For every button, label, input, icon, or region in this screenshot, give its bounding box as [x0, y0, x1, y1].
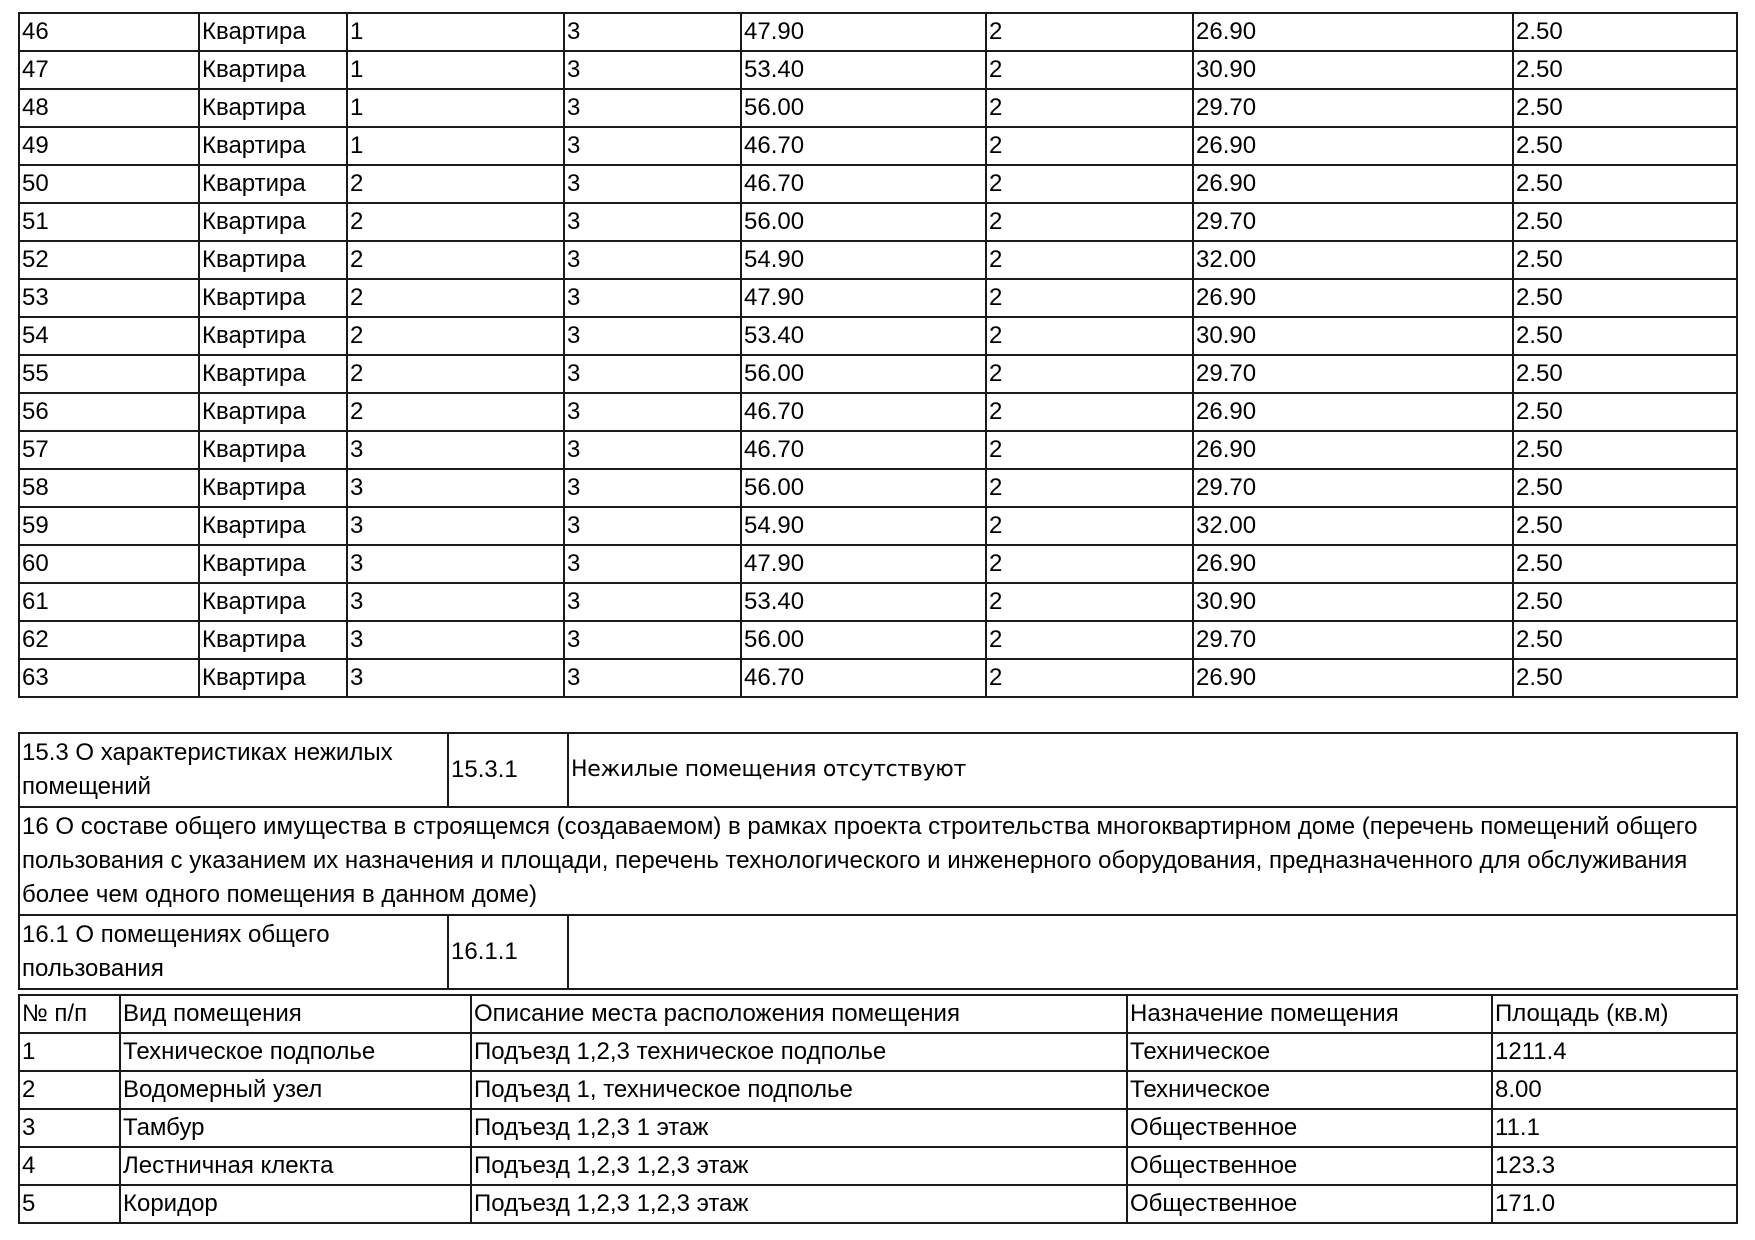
living-area-cell: 26.90 — [1193, 431, 1513, 469]
apartment-row — [19, 203, 1737, 241]
entrance-cell: 2 — [347, 241, 564, 279]
number-cell: 1 — [19, 1033, 120, 1071]
total-area-cell: 46.70 — [741, 431, 986, 469]
premise-type-cell: Квартира — [199, 393, 347, 431]
total-area-cell: 54.90 — [741, 507, 986, 545]
total-area-cell: 46.70 — [741, 165, 986, 203]
header-location: Описание места расположения помещения — [471, 995, 1127, 1033]
section-16-1-value — [568, 915, 1737, 989]
ceiling-height-cell: 2.50 — [1513, 621, 1737, 659]
living-area-cell: 26.90 — [1193, 13, 1513, 51]
ceiling-height-cell: 2.50 — [1513, 317, 1737, 355]
apartment-row — [19, 127, 1737, 165]
ceiling-height-cell: 2.50 — [1513, 469, 1737, 507]
apartments-table-body — [19, 13, 1737, 697]
premise-type-cell: Квартира — [199, 545, 347, 583]
common-premises-table — [18, 994, 1738, 1224]
apartment-number-cell: 58 — [19, 469, 199, 507]
section-16-text: 16 О составе общего имущества в строящемся (создаваемом) в рамках проекта строительства многоквартирном доме (перечень помещений общего пользования с указанием их назначения и площади, перечень технологического и инженерного оборудования, предназначенного для обслуживания более чем одного помещения в данном доме) — [19, 807, 1737, 915]
total-area-cell: 56.00 — [741, 621, 986, 659]
premise-type-cell: Водомерный узел — [120, 1071, 471, 1109]
total-area-cell: 46.70 — [741, 127, 986, 165]
rooms-count-cell: 2 — [986, 583, 1193, 621]
premise-type-cell: Квартира — [199, 51, 347, 89]
common-premises-body — [19, 1033, 1737, 1223]
rooms-count-cell: 2 — [986, 317, 1193, 355]
apartment-number-cell: 62 — [19, 621, 199, 659]
living-area-cell: 26.90 — [1193, 393, 1513, 431]
floor-cell: 3 — [564, 469, 741, 507]
living-area-cell: 26.90 — [1193, 545, 1513, 583]
total-area-cell: 46.70 — [741, 659, 986, 697]
apartment-number-cell: 50 — [19, 165, 199, 203]
location-cell: Подъезд 1,2,3 1 этаж — [471, 1109, 1127, 1147]
location-cell: Подъезд 1,2,3 техническое подполье — [471, 1033, 1127, 1071]
floor-cell: 3 — [564, 89, 741, 127]
rooms-count-cell: 2 — [986, 431, 1193, 469]
header-area: Площадь (кв.м) — [1492, 995, 1737, 1033]
apartments-table — [18, 12, 1738, 698]
premise-type-cell: Лестничная клекта — [120, 1147, 471, 1185]
ceiling-height-cell: 2.50 — [1513, 545, 1737, 583]
section-16-1-row — [19, 915, 1737, 989]
floor-cell: 3 — [564, 355, 741, 393]
ceiling-height-cell: 2.50 — [1513, 583, 1737, 621]
apartment-number-cell: 60 — [19, 545, 199, 583]
purpose-cell: Техническое — [1127, 1033, 1492, 1071]
entrance-cell: 1 — [347, 51, 564, 89]
apartment-row — [19, 89, 1737, 127]
total-area-cell: 53.40 — [741, 51, 986, 89]
apartment-number-cell: 53 — [19, 279, 199, 317]
total-area-cell: 56.00 — [741, 469, 986, 507]
premise-type-cell: Квартира — [199, 279, 347, 317]
ceiling-height-cell: 2.50 — [1513, 659, 1737, 697]
rooms-count-cell: 2 — [986, 13, 1193, 51]
entrance-cell: 2 — [347, 203, 564, 241]
floor-cell: 3 — [564, 545, 741, 583]
apartment-row — [19, 659, 1737, 697]
living-area-cell: 30.90 — [1193, 583, 1513, 621]
apartment-number-cell: 54 — [19, 317, 199, 355]
apartment-number-cell: 46 — [19, 13, 199, 51]
header-number: № п/п — [19, 995, 120, 1033]
floor-cell: 3 — [564, 583, 741, 621]
entrance-cell: 1 — [347, 13, 564, 51]
floor-cell: 3 — [564, 431, 741, 469]
rooms-count-cell: 2 — [986, 621, 1193, 659]
premise-type-cell: Квартира — [199, 431, 347, 469]
purpose-cell: Общественное — [1127, 1185, 1492, 1223]
ceiling-height-cell: 2.50 — [1513, 241, 1737, 279]
ceiling-height-cell: 2.50 — [1513, 203, 1737, 241]
apartment-number-cell: 47 — [19, 51, 199, 89]
living-area-cell: 29.70 — [1193, 355, 1513, 393]
apartment-row — [19, 355, 1737, 393]
entrance-cell: 3 — [347, 431, 564, 469]
total-area-cell: 56.00 — [741, 355, 986, 393]
ceiling-height-cell: 2.50 — [1513, 279, 1737, 317]
section-15-3-label: 15.3 О характеристиках нежилых помещений — [19, 733, 448, 807]
living-area-cell: 26.90 — [1193, 279, 1513, 317]
entrance-cell: 3 — [347, 583, 564, 621]
rooms-count-cell: 2 — [986, 659, 1193, 697]
ceiling-height-cell: 2.50 — [1513, 507, 1737, 545]
purpose-cell: Общественное — [1127, 1109, 1492, 1147]
entrance-cell: 3 — [347, 469, 564, 507]
area-cell: 1211.4 — [1492, 1033, 1737, 1071]
apartment-number-cell: 52 — [19, 241, 199, 279]
number-cell: 3 — [19, 1109, 120, 1147]
floor-cell: 3 — [564, 13, 741, 51]
rooms-count-cell: 2 — [986, 165, 1193, 203]
floor-cell: 3 — [564, 659, 741, 697]
total-area-cell: 47.90 — [741, 545, 986, 583]
rooms-count-cell: 2 — [986, 545, 1193, 583]
premise-type-cell: Квартира — [199, 165, 347, 203]
floor-cell: 3 — [564, 393, 741, 431]
apartment-number-cell: 61 — [19, 583, 199, 621]
total-area-cell: 56.00 — [741, 203, 986, 241]
section-15-3-value: Нежилые помещения отсутствуют — [568, 733, 1737, 807]
ceiling-height-cell: 2.50 — [1513, 393, 1737, 431]
number-cell: 4 — [19, 1147, 120, 1185]
header-purpose: Назначение помещения — [1127, 995, 1492, 1033]
entrance-cell: 2 — [347, 393, 564, 431]
rooms-count-cell: 2 — [986, 507, 1193, 545]
apartment-number-cell: 57 — [19, 431, 199, 469]
section-16-1-label: 16.1 О помещениях общего пользования — [19, 915, 448, 989]
apartment-row — [19, 545, 1737, 583]
entrance-cell: 2 — [347, 279, 564, 317]
rooms-count-cell: 2 — [986, 127, 1193, 165]
common-premise-row — [19, 1185, 1737, 1223]
floor-cell: 3 — [564, 279, 741, 317]
living-area-cell: 29.70 — [1193, 621, 1513, 659]
location-cell: Подъезд 1,2,3 1,2,3 этаж — [471, 1147, 1127, 1185]
living-area-cell: 26.90 — [1193, 659, 1513, 697]
living-area-cell: 26.90 — [1193, 127, 1513, 165]
living-area-cell: 30.90 — [1193, 51, 1513, 89]
header-premise-type: Вид помещения — [120, 995, 471, 1033]
rooms-count-cell: 2 — [986, 241, 1193, 279]
sections-table — [18, 732, 1738, 990]
premise-type-cell: Квартира — [199, 241, 347, 279]
floor-cell: 3 — [564, 507, 741, 545]
floor-cell: 3 — [564, 165, 741, 203]
premise-type-cell: Квартира — [199, 583, 347, 621]
apartment-number-cell: 48 — [19, 89, 199, 127]
apartment-row — [19, 469, 1737, 507]
apartment-row — [19, 241, 1737, 279]
area-cell: 11.1 — [1492, 1109, 1737, 1147]
total-area-cell: 47.90 — [741, 13, 986, 51]
section-16-1-code: 16.1.1 — [448, 915, 568, 989]
premise-type-cell: Квартира — [199, 469, 347, 507]
number-cell: 2 — [19, 1071, 120, 1109]
common-premise-row — [19, 1147, 1737, 1185]
ceiling-height-cell: 2.50 — [1513, 51, 1737, 89]
floor-cell: 3 — [564, 127, 741, 165]
premise-type-cell: Квартира — [199, 355, 347, 393]
floor-cell: 3 — [564, 203, 741, 241]
premise-type-cell: Квартира — [199, 13, 347, 51]
premise-type-cell: Квартира — [199, 127, 347, 165]
entrance-cell: 2 — [347, 355, 564, 393]
ceiling-height-cell: 2.50 — [1513, 127, 1737, 165]
premise-type-cell: Квартира — [199, 621, 347, 659]
purpose-cell: Общественное — [1127, 1147, 1492, 1185]
apartment-row — [19, 393, 1737, 431]
apartment-row — [19, 165, 1737, 203]
apartment-row — [19, 13, 1737, 51]
apartment-number-cell: 59 — [19, 507, 199, 545]
living-area-cell: 29.70 — [1193, 89, 1513, 127]
apartment-number-cell: 56 — [19, 393, 199, 431]
rooms-count-cell: 2 — [986, 51, 1193, 89]
living-area-cell: 29.70 — [1193, 203, 1513, 241]
living-area-cell: 29.70 — [1193, 469, 1513, 507]
premise-type-cell: Техническое подполье — [120, 1033, 471, 1071]
common-premise-row — [19, 1109, 1737, 1147]
total-area-cell: 47.90 — [741, 279, 986, 317]
rooms-count-cell: 2 — [986, 89, 1193, 127]
apartment-number-cell: 63 — [19, 659, 199, 697]
premise-type-cell: Квартира — [199, 89, 347, 127]
floor-cell: 3 — [564, 621, 741, 659]
entrance-cell: 3 — [347, 545, 564, 583]
living-area-cell: 26.90 — [1193, 165, 1513, 203]
rooms-count-cell: 2 — [986, 393, 1193, 431]
ceiling-height-cell: 2.50 — [1513, 431, 1737, 469]
apartment-number-cell: 51 — [19, 203, 199, 241]
premise-type-cell: Тамбур — [120, 1109, 471, 1147]
premise-type-cell: Квартира — [199, 203, 347, 241]
entrance-cell: 3 — [347, 659, 564, 697]
ceiling-height-cell: 2.50 — [1513, 13, 1737, 51]
total-area-cell: 54.90 — [741, 241, 986, 279]
common-premise-row — [19, 1033, 1737, 1071]
rooms-count-cell: 2 — [986, 469, 1193, 507]
premise-type-cell: Квартира — [199, 659, 347, 697]
total-area-cell: 53.40 — [741, 583, 986, 621]
entrance-cell: 1 — [347, 127, 564, 165]
entrance-cell: 2 — [347, 317, 564, 355]
apartment-number-cell: 49 — [19, 127, 199, 165]
apartment-number-cell: 55 — [19, 355, 199, 393]
premise-type-cell: Квартира — [199, 507, 347, 545]
apartment-row — [19, 507, 1737, 545]
premise-type-cell: Коридор — [120, 1185, 471, 1223]
apartment-row — [19, 583, 1737, 621]
section-15-3-row — [19, 733, 1737, 807]
apartment-row — [19, 621, 1737, 659]
ceiling-height-cell: 2.50 — [1513, 89, 1737, 127]
total-area-cell: 53.40 — [741, 317, 986, 355]
rooms-count-cell: 2 — [986, 279, 1193, 317]
common-premises-header-row — [19, 995, 1737, 1033]
location-cell: Подъезд 1, техническое подполье — [471, 1071, 1127, 1109]
section-16-row — [19, 807, 1737, 915]
total-area-cell: 46.70 — [741, 393, 986, 431]
area-cell: 171.0 — [1492, 1185, 1737, 1223]
section-15-3-code: 15.3.1 — [448, 733, 568, 807]
area-cell: 123.3 — [1492, 1147, 1737, 1185]
rooms-count-cell: 2 — [986, 355, 1193, 393]
apartment-row — [19, 317, 1737, 355]
total-area-cell: 56.00 — [741, 89, 986, 127]
common-premise-row — [19, 1071, 1737, 1109]
floor-cell: 3 — [564, 51, 741, 89]
living-area-cell: 32.00 — [1193, 241, 1513, 279]
entrance-cell: 2 — [347, 165, 564, 203]
number-cell: 5 — [19, 1185, 120, 1223]
apartment-row — [19, 431, 1737, 469]
apartment-row — [19, 279, 1737, 317]
location-cell: Подъезд 1,2,3 1,2,3 этаж — [471, 1185, 1127, 1223]
entrance-cell: 3 — [347, 621, 564, 659]
floor-cell: 3 — [564, 317, 741, 355]
living-area-cell: 32.00 — [1193, 507, 1513, 545]
rooms-count-cell: 2 — [986, 203, 1193, 241]
living-area-cell: 30.90 — [1193, 317, 1513, 355]
area-cell: 8.00 — [1492, 1071, 1737, 1109]
floor-cell: 3 — [564, 241, 741, 279]
premise-type-cell: Квартира — [199, 317, 347, 355]
apartment-row — [19, 51, 1737, 89]
ceiling-height-cell: 2.50 — [1513, 355, 1737, 393]
entrance-cell: 1 — [347, 89, 564, 127]
ceiling-height-cell: 2.50 — [1513, 165, 1737, 203]
purpose-cell: Техническое — [1127, 1071, 1492, 1109]
entrance-cell: 3 — [347, 507, 564, 545]
